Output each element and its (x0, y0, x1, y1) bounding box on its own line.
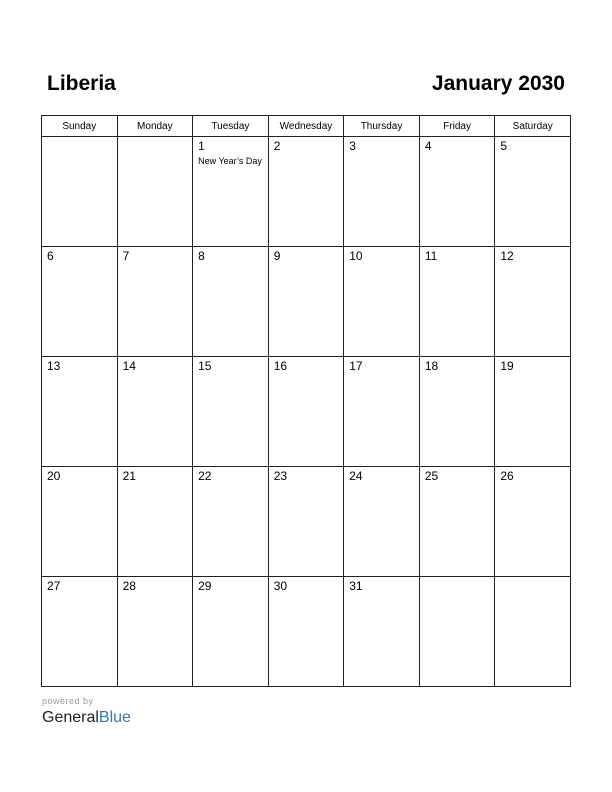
day-cell (344, 467, 420, 577)
day-number: 30 (273, 579, 288, 593)
weekday-sunday: Sunday (42, 116, 118, 137)
day-number: 24 (349, 469, 363, 483)
day-number: 11 (424, 249, 438, 263)
day-number: 17 (349, 359, 363, 373)
week-row (42, 577, 571, 687)
week-row (42, 357, 571, 467)
week-row (42, 137, 571, 247)
day-cell (495, 247, 571, 357)
weekday-header-row (42, 116, 571, 137)
day-number: 9 (273, 249, 281, 263)
day-cell (268, 247, 344, 357)
day-number (118, 137, 193, 140)
day-cell (419, 357, 495, 467)
generalblue-footer[interactable] (42, 696, 131, 728)
day-cell (268, 137, 344, 247)
day-number: 12 (500, 249, 514, 263)
day-number: 6 (47, 249, 54, 263)
weekday-saturday: Saturday (495, 116, 571, 137)
day-number (42, 137, 117, 140)
day-cell (117, 577, 193, 687)
day-cell (42, 247, 118, 357)
day-number: 26 (500, 469, 514, 483)
day-number: 22 (198, 469, 212, 483)
day-cell (117, 247, 193, 357)
day-number: 10 (349, 249, 363, 263)
day-number: 27 (47, 579, 61, 593)
day-number: 20 (47, 469, 61, 483)
day-cell (344, 137, 420, 247)
day-cell (344, 577, 420, 687)
day-number: 8 (198, 249, 205, 263)
day-number: 21 (122, 469, 136, 483)
day-cell (117, 357, 193, 467)
weekday-tuesday: Tuesday (193, 116, 269, 137)
day-cell (344, 357, 420, 467)
day-cell (117, 137, 193, 247)
day-cell (42, 137, 118, 247)
day-cell (117, 467, 193, 577)
day-number: 31 (349, 579, 363, 593)
generalblue-logo[interactable] (42, 708, 131, 728)
day-number (495, 577, 570, 580)
day-cell (268, 467, 344, 577)
weekday-thursday: Thursday (344, 116, 420, 137)
day-number (420, 577, 495, 580)
day-cell (495, 357, 571, 467)
day-number: 3 (349, 139, 356, 153)
day-cell (42, 467, 118, 577)
powered-by-text: powered by (42, 696, 94, 706)
weekday-wednesday: Wednesday (268, 116, 344, 137)
day-cell (268, 577, 344, 687)
day-number: 1 (198, 139, 205, 153)
day-cell (42, 357, 118, 467)
brand-general: General (42, 709, 99, 726)
day-cell (42, 577, 118, 687)
day-cell (495, 577, 571, 687)
day-cell (268, 357, 344, 467)
brand-blue: Blue (98, 709, 131, 726)
country-title: Liberia (47, 72, 116, 95)
day-cell (193, 247, 269, 357)
day-cell (419, 467, 495, 577)
day-number: 5 (500, 139, 508, 153)
calendar-grid (41, 115, 571, 687)
day-number: 23 (273, 469, 288, 483)
day-cell (495, 137, 571, 247)
day-number: 14 (122, 359, 136, 373)
holiday-label: New Year’s Day (198, 156, 262, 166)
day-number: 29 (198, 579, 212, 593)
weekday-monday: Monday (117, 116, 193, 137)
day-number: 2 (273, 139, 281, 153)
day-number: 28 (122, 579, 136, 593)
day-cell (193, 467, 269, 577)
day-cell (344, 247, 420, 357)
day-cell (193, 357, 269, 467)
day-cell (193, 137, 269, 247)
day-cell (419, 137, 495, 247)
day-cell (495, 467, 571, 577)
day-number: 18 (424, 359, 439, 373)
day-cell (419, 247, 495, 357)
day-number: 16 (273, 359, 288, 373)
day-cell (193, 577, 269, 687)
day-number: 7 (122, 249, 130, 263)
day-number: 19 (500, 359, 514, 373)
month-year-title: January 2030 (431, 72, 565, 95)
day-cell (419, 577, 495, 687)
day-number: 4 (424, 139, 432, 153)
week-row (42, 247, 571, 357)
day-number: 15 (198, 359, 212, 373)
weekday-friday: Friday (419, 116, 495, 137)
day-number: 13 (47, 359, 61, 373)
day-number: 25 (424, 469, 439, 483)
week-row (42, 467, 571, 577)
